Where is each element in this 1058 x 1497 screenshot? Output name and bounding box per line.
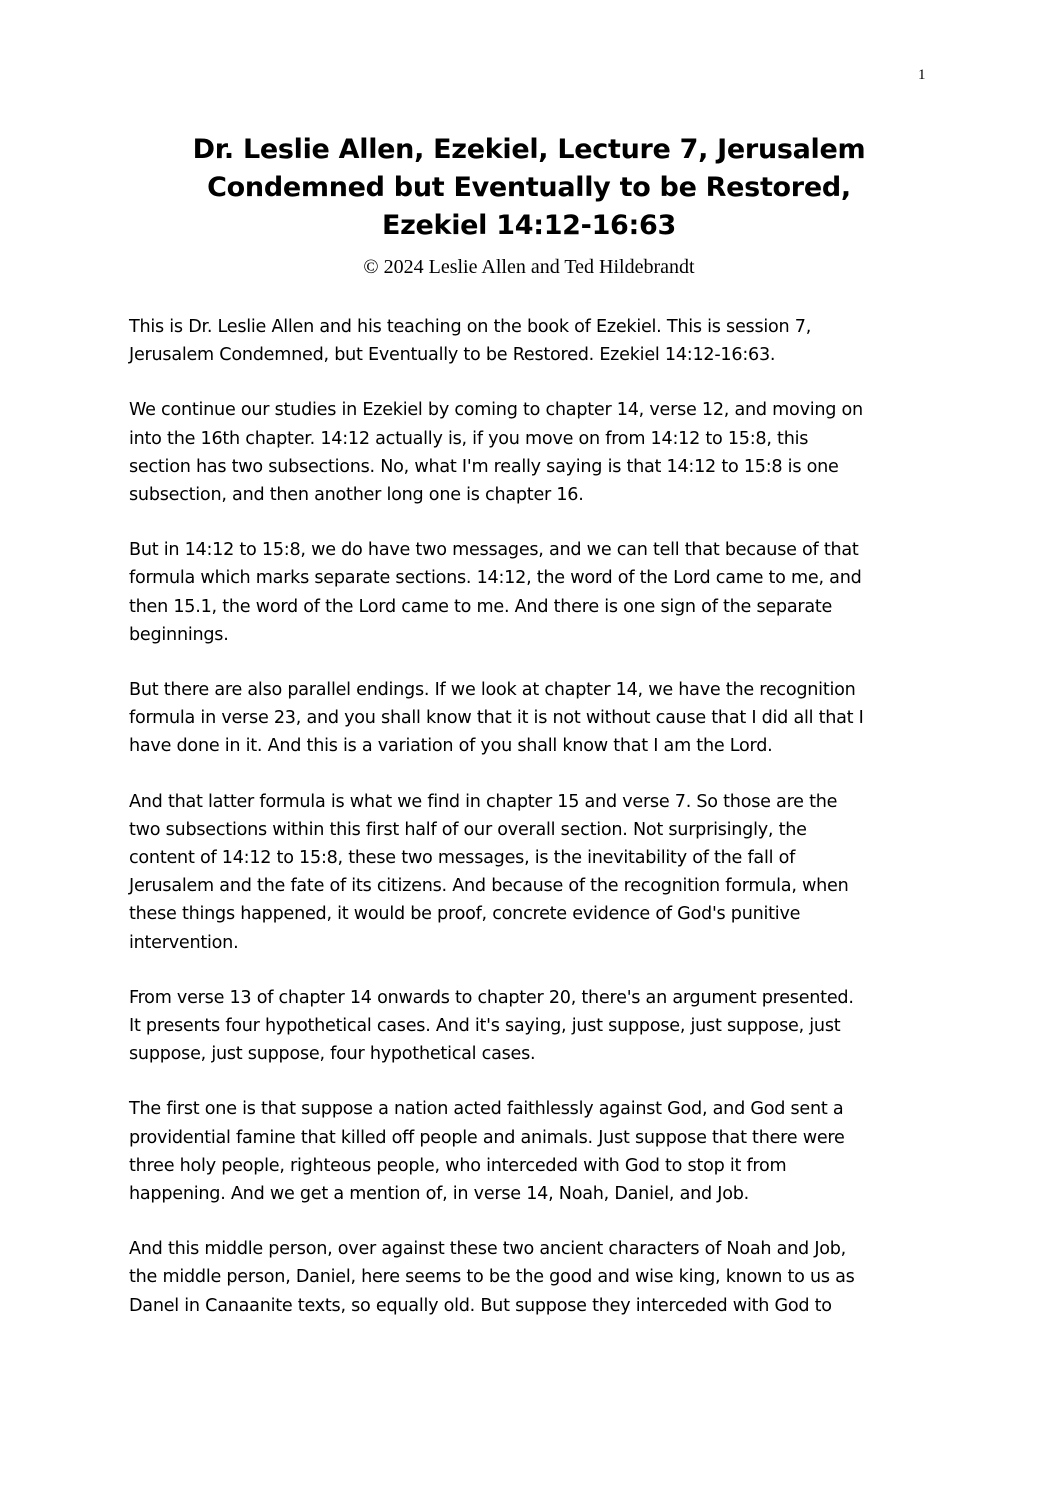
- text-line: We continue our studies in Ezekiel by coming to chapter 14, verse 12, and moving on: [129, 400, 863, 421]
- text-line: then 15.1, the word of the Lord came to me. And there is one sign of the separate: [129, 596, 833, 617]
- paragraph: [129, 1095, 949, 1208]
- text-line: intervention.: [129, 932, 239, 953]
- paragraph: [129, 788, 949, 957]
- text-line: subsection, and then another long one is chapter 16.: [129, 485, 584, 506]
- text-line: Jerusalem Condemned, but Eventually to be Restored. Ezekiel 14:12-16:63.: [129, 345, 776, 366]
- text-line: into the 16th chapter. 14:12 actually is, if you move on from 14:12 to 15:8, this: [129, 428, 809, 449]
- title-line: Ezekiel 14:12-16:63: [381, 210, 677, 241]
- paragraph: [129, 984, 949, 1069]
- text-line: content of 14:12 to 15:8, these two messages, is the inevitability of the fall of: [129, 848, 796, 869]
- paragraph: [129, 536, 949, 649]
- lecture-transcript: [129, 313, 949, 1347]
- paragraph: [129, 396, 949, 509]
- text-line: happening. And we get a mention of, in verse 14, Noah, Daniel, and Job.: [129, 1184, 750, 1205]
- page-title: [100, 131, 958, 245]
- text-line: section has two subsections. No, what I'm really saying is that 14:12 to 15:8 is one: [129, 456, 839, 477]
- text-line: three holy people, righteous people, who interceded with God to stop it from: [129, 1155, 787, 1176]
- title-line: Dr. Leslie Allen, Ezekiel, Lecture 7, Jerusalem: [192, 134, 866, 165]
- text-line: But there are also parallel endings. If we look at chapter 14, we have the recognition: [129, 680, 856, 701]
- text-line: suppose, just suppose, four hypothetical cases.: [129, 1044, 536, 1065]
- page-number: 1: [918, 67, 926, 83]
- text-line: have done in it. And this is a variation of you shall know that I am the Lord.: [129, 736, 773, 757]
- text-line: providential famine that killed off people and animals. Just suppose that there were: [129, 1127, 845, 1148]
- text-line: From verse 13 of chapter 14 onwards to chapter 20, there's an argument presented.: [129, 987, 854, 1008]
- text-line: Jerusalem and the fate of its citizens. And because of the recognition formula, when: [129, 876, 849, 897]
- text-line: This is Dr. Leslie Allen and his teaching on the book of Ezekiel. This is session 7,: [129, 317, 812, 337]
- paragraph: [129, 676, 949, 761]
- text-line: beginnings.: [129, 624, 229, 645]
- paragraph: [129, 313, 949, 369]
- text-line: formula in verse 23, and you shall know that it is not without cause that I did all that I: [129, 708, 864, 729]
- copyright-notice: © 2024 Leslie Allen and Ted Hildebrandt: [363, 256, 695, 278]
- text-line: And this middle person, over against these two ancient characters of Noah and Job,: [129, 1239, 847, 1260]
- text-line: these things happened, it would be proof, concrete evidence of God's punitive: [129, 904, 801, 925]
- text-line: It presents four hypothetical cases. And it's saying, just suppose, just suppose, just: [129, 1016, 841, 1037]
- text-line: two subsections within this first half of our overall section. Not surprisingly, the: [129, 819, 807, 840]
- text-line: formula which marks separate sections. 14:12, the word of the Lord came to me, and: [129, 568, 862, 589]
- text-line: The first one is that suppose a nation acted faithlessly against God, and God sent a: [129, 1099, 844, 1120]
- paragraph: [129, 1235, 949, 1320]
- text-line: But in 14:12 to 15:8, we do have two messages, and we can tell that because of that: [129, 540, 859, 561]
- text-line: And that latter formula is what we find in chapter 15 and verse 7. So those are the: [129, 791, 838, 812]
- title-line: Condemned but Eventually to be Restored,: [207, 172, 851, 203]
- text-line: the middle person, Daniel, here seems to be the good and wise king, known to us as: [129, 1267, 855, 1288]
- text-line: Danel in Canaanite texts, so equally old. But suppose they interceded with God to: [129, 1295, 832, 1316]
